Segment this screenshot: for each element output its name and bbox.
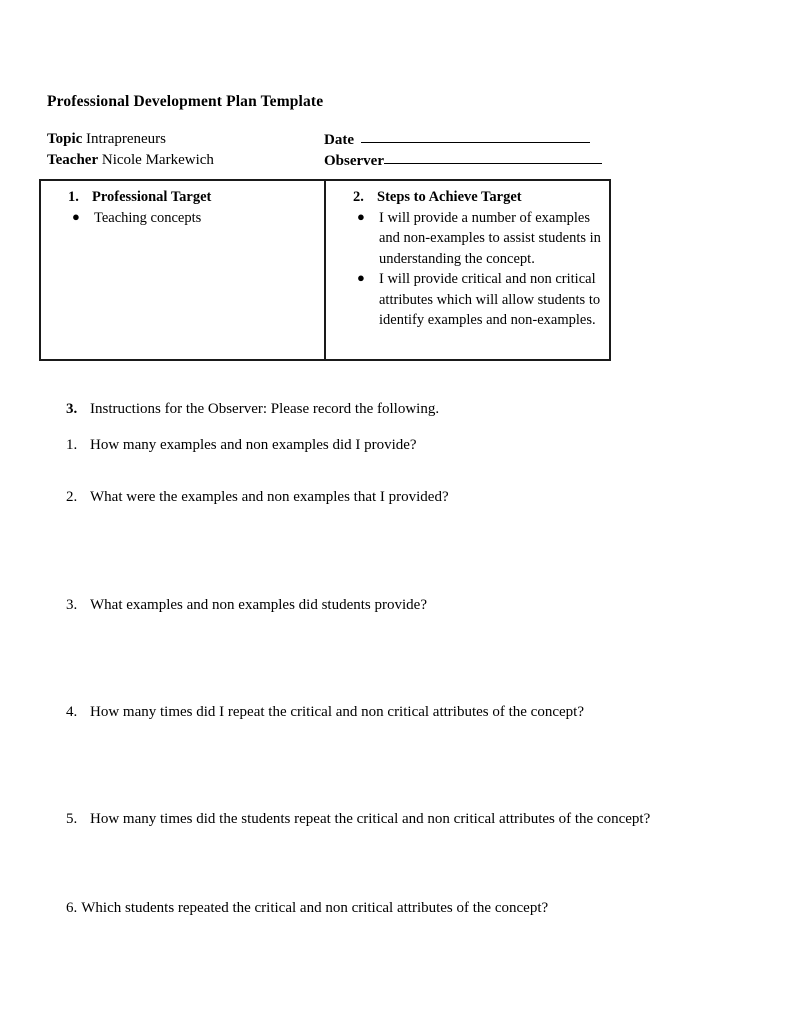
teacher-label: Teacher bbox=[47, 152, 99, 168]
question-2-text: What were the examples and non examples that I provided? bbox=[90, 489, 449, 505]
observer-label: Observer bbox=[324, 153, 384, 169]
question-4-text: How many times did I repeat the critical and non critical attributes of the concept? bbox=[90, 704, 584, 720]
page-title: Professional Development Plan Template bbox=[47, 93, 324, 110]
question-1 bbox=[66, 436, 417, 455]
date-input-rule[interactable] bbox=[361, 129, 590, 143]
professional-target-title: Professional Target bbox=[92, 189, 212, 205]
question-3-number: 3. bbox=[66, 597, 78, 613]
question-6 bbox=[66, 899, 548, 918]
steps-to-achieve-number: 2. bbox=[353, 189, 364, 205]
date-field bbox=[324, 129, 590, 151]
list-item bbox=[326, 208, 601, 270]
question-2 bbox=[66, 488, 449, 507]
teacher-value: Nicole Markewich bbox=[101, 152, 214, 168]
professional-target-content bbox=[41, 181, 324, 228]
question-3 bbox=[66, 596, 427, 615]
topic-label: Topic bbox=[47, 131, 83, 147]
question-3-text: What examples and non examples did students provide? bbox=[90, 597, 427, 613]
table-cell-professional-target bbox=[41, 181, 326, 359]
question-1-number: 1. bbox=[66, 437, 78, 453]
question-6-text: Which students repeated the critical and non critical attributes of the concept? bbox=[81, 900, 549, 916]
list-item-text: I will provide critical and non critical attributes which will allow students to identify examples and non-examples. bbox=[379, 271, 601, 328]
list-item bbox=[326, 269, 601, 331]
question-5-number: 5. bbox=[66, 811, 78, 827]
bullet-icon: ● bbox=[357, 208, 365, 224]
observer-instructions-number: 3. bbox=[66, 401, 78, 417]
list-item bbox=[41, 208, 316, 229]
question-4 bbox=[66, 703, 584, 722]
list-item-text: Teaching concepts bbox=[94, 209, 202, 226]
steps-to-achieve-title: Steps to Achieve Target bbox=[377, 189, 522, 205]
observer-instructions-text: Instructions for the Observer: Please record the following. bbox=[90, 401, 440, 417]
steps-to-achieve-heading bbox=[326, 187, 601, 208]
professional-target-heading bbox=[41, 187, 316, 208]
bullet-icon: ● bbox=[72, 208, 80, 224]
question-5 bbox=[66, 810, 650, 829]
steps-to-achieve-content bbox=[326, 181, 609, 331]
teacher-field bbox=[47, 150, 214, 171]
question-6-number: 6. bbox=[66, 900, 78, 916]
question-5-text: How many times did the students repeat the critical and non critical attributes of the concept? bbox=[90, 811, 651, 827]
topic-field bbox=[47, 129, 166, 150]
header-row-topic-date bbox=[47, 129, 607, 150]
professional-target-number: 1. bbox=[68, 189, 79, 205]
question-1-text: How many examples and non examples did I provide? bbox=[90, 437, 417, 453]
topic-value: Intrapreneurs bbox=[86, 131, 167, 147]
observer-instructions bbox=[66, 400, 439, 419]
target-table bbox=[39, 179, 611, 361]
table-cell-steps-to-achieve bbox=[326, 181, 609, 359]
header-fields bbox=[47, 129, 607, 171]
header-row-teacher-observer bbox=[47, 150, 607, 171]
question-4-number: 4. bbox=[66, 704, 78, 720]
observer-input-rule[interactable] bbox=[384, 150, 602, 164]
date-label: Date bbox=[324, 132, 354, 148]
bullet-icon: ● bbox=[357, 270, 365, 285]
observer-field bbox=[324, 150, 602, 172]
list-item-text: I will provide a number of examples and non-examples to assist students in understanding the concept. bbox=[379, 209, 601, 267]
question-2-number: 2. bbox=[66, 489, 78, 505]
